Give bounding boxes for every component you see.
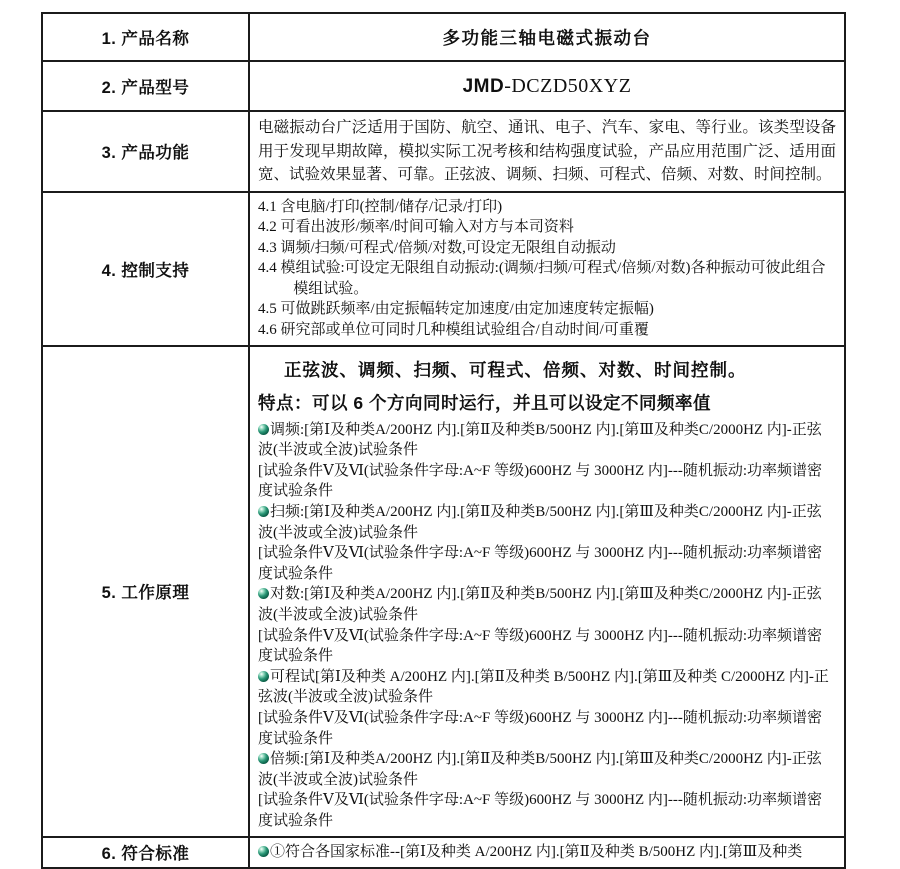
table-row-control-support [42,192,845,346]
row-label-standards: 6. 符合标准 [42,837,249,868]
working-principle-features: 特点：可以 6 个方向同时运行，并且可以设定不同频率值 [258,392,711,413]
row-label-working-principle: 5. 工作原理 [42,346,249,837]
green-sphere-icon [258,588,269,599]
control-item: 4.3 调频/扫频/可程式/倍频/对数,可设定无限组自动振动 [258,239,616,256]
bullet-line: [试验条件Ⅴ及Ⅵ(试验条件字母:A~F 等级)600HZ 与 3000HZ 内]---随机振动:功率频谱密度试验条件 [258,792,823,829]
bullet-line: [试验条件Ⅴ及Ⅵ(试验条件字母:A~F 等级)600HZ 与 3000HZ 内]---随机振动:功率频谱密度试验条件 [258,709,823,747]
control-item: 4.6 研究部或单位可同时几种模组试验组合/自动时间/可重覆 [258,322,649,339]
bullet-line: 调频:[第Ⅰ及种类A/200HZ 内].[第Ⅱ及种类B/500HZ 内].[第Ⅲ及种类C/2000HZ 内]-正弦波(半波或全波)试验条件 [258,421,822,459]
green-sphere-icon [258,671,269,682]
table-row-product-function [42,111,845,192]
green-sphere-icon [258,424,269,435]
green-sphere-icon [258,506,269,517]
bullet-line: 扫频:[第Ⅰ及种类A/200HZ 内].[第Ⅱ及种类B/500HZ 内].[第Ⅲ及种类C/2000HZ 内]-正弦波(半波或全波)试验条件 [258,504,822,541]
green-sphere-icon [258,753,269,764]
control-item: 4.2 可看出波形/频率/时间可输入对方与本司资料 [258,219,574,236]
working-principle-headline: 正弦波、调频、扫频、可程式、倍频、对数、时间控制。 [284,359,747,380]
table-row-working-principle [42,346,845,837]
row-label-product-function: 3. 产品功能 [42,111,249,192]
row-label-control-support: 4. 控制支持 [42,192,249,346]
product-spec-table [41,12,846,869]
row-label-product-name: 1. 产品名称 [42,13,249,61]
product-name-value: 多功能三轴电磁式振动台 [442,27,652,48]
principle-bullet-octave [258,749,836,831]
control-item: 4.1 含电脑/打印(控制/储存/记录/打印) [258,198,503,215]
table-row-product-name [42,13,845,61]
product-model-value [258,75,836,98]
control-item: 4.5 可做跳跃频率/由定振幅转定加速度/由定加速度转定振幅) [258,301,654,318]
bullet-line: [试验条件Ⅴ及Ⅵ(试验条件字母:A~F 等级)600HZ 与 3000HZ 内]---随机振动:功率频谱密度试验条件 [258,545,823,582]
table-row-standards [42,837,845,868]
control-support-list [258,197,836,341]
standards-text-line [258,842,836,862]
standards-text: ①符合各国家标准--[第Ⅰ及种类 A/200HZ 内].[第Ⅱ及种类 B/500HZ 内].[第Ⅲ及种类 [270,844,803,861]
bullet-line: 可程试[第Ⅰ及种类 A/200HZ 内].[第Ⅱ及种类 B/500HZ 内].[第Ⅲ及种类 C/2000HZ 内]-正弦波(半波或全波)试验条件 [258,668,829,706]
principle-bullet-programmable [258,667,836,749]
model-suffix: -DCZD50XYZ [504,74,632,97]
principle-bullet-log [258,584,836,666]
product-function-text: 电磁振动台广泛适用于国防、航空、通讯、电子、汽车、家电、等行业。该类型设备用于发现早期故障，模拟实际工况考核和结构强度试验，产品应用范围广泛、适用面宽、试验效果显著、可靠。正弦波、调频、扫频、可程式、倍频、对数、时间控制。 [258,119,836,183]
principle-bullet-fm [258,420,836,502]
bullet-line: 对数:[第Ⅰ及种类A/200HZ 内].[第Ⅱ及种类B/500HZ 内].[第Ⅲ及种类C/2000HZ 内]-正弦波(半波或全波)试验条件 [258,586,822,623]
bullet-line: [试验条件Ⅴ及Ⅵ(试验条件字母:A~F 等级)600HZ 与 3000HZ 内]---随机振动:功率频谱密度试验条件 [258,462,823,500]
principle-bullet-sweep [258,502,836,584]
model-prefix: JMD [462,75,505,97]
row-label-product-model: 2. 产品型号 [42,61,249,111]
table-row-product-model [42,61,845,111]
green-sphere-icon [258,846,269,857]
bullet-line: [试验条件Ⅴ及Ⅵ(试验条件字母:A~F 等级)600HZ 与 3000HZ 内]---随机振动:功率频谱密度试验条件 [258,627,823,665]
bullet-line: 倍频:[第Ⅰ及种类A/200HZ 内].[第Ⅱ及种类B/500HZ 内].[第Ⅲ及种类C/2000HZ 内]-正弦波(半波或全波)试验条件 [258,751,822,788]
control-item: 4.4 模组试验:可设定无限组自动振动:(调频/扫频/可程式/倍频/对数)各种振动可彼此组合模组试验。 [258,260,826,297]
